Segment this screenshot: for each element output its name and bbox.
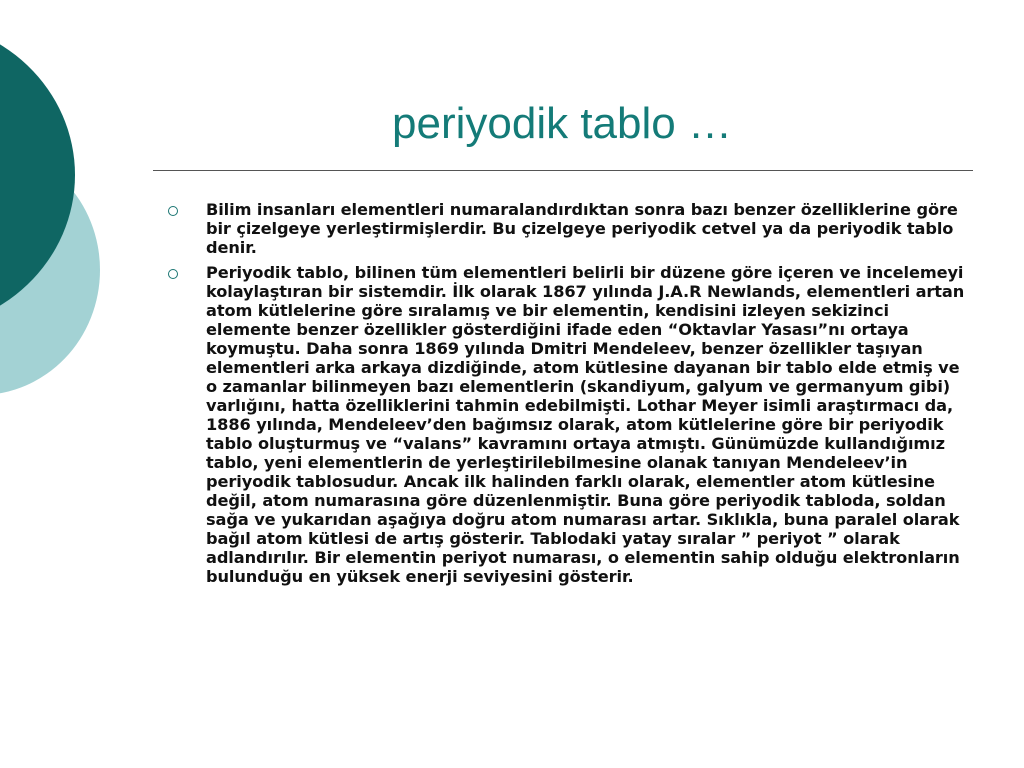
hollow-circle-bullet-icon xyxy=(167,263,181,283)
bullet-text: Periyodik tablo, bilinen tüm elementleri belirli bir düzene göre içeren ve incelemeyi kolaylaştıran bir sistemdir. İlk olarak 1867 yılında J.A.R Newlands, elementleri artan atom kütlelerine göre sıralamış ve bir elementin, kendisini izleyen sekizinci elemente benzer özellikler gösterdiğini ifade eden “Oktavlar Yasası”nı ortaya koymuştu. Daha sonra 1869 yılında Dmitri Mendeleev, benzer özellikler taşıyan elementleri arka arkaya dizdiğinde, atom kütlesine dayanan bir tablo elde etmiş ve o zamanlar bilinmeyen bazı elementlerin (skandiyum, galyum ve germanyum gibi) varlığını, hatta özelliklerini tahmin edebilmişti. Lothar Meyer isimli araştırmacı da, 1886 yılında, Mendeleev’den bağımsız olarak, atom kütlelerine göre bir periyodik tablo oluşturmuş ve “valans” kavramını ortaya atmıştı. Günümüzde kullandığımız tablo, yeni elementlerin de yerleştirilebilmesine olanak tanıyan Mendeleev’in periyodik tablosudur. Ancak ilk halinden farklı olarak, elementler atom kütlesine değil, atom numarasına göre düzenlenmiştir. Buna göre periyodik tabloda, soldan sağa ve yukarıdan aşağıya doğru atom numarası artar. Sıklıkla, buna paralel olarak bağıl atom kütlesi de artış gösterir. Tablodaki yatay sıralar ” periyot ” olarak adlandırılır. Bir elementin periyot numarası, o elementin sahip olduğu elektronların bulunduğu en yüksek enerji seviyesini gösterir. xyxy=(206,263,965,586)
hollow-circle-bullet-icon xyxy=(167,200,181,220)
bullet-text: Bilim insanları elementleri numaralandırdıktan sonra bazı benzer özelliklerine göre bir çizelgeye yerleştirmişlerdir. Bu çizelgeye periyodik cetvel ya da periyodik tablo denir. xyxy=(206,200,958,257)
bullet-item xyxy=(167,263,967,586)
bullet-item xyxy=(167,200,967,257)
bullet-list xyxy=(167,200,967,592)
title-divider xyxy=(153,170,973,171)
slide-title: periyodik tablo … xyxy=(392,99,732,148)
